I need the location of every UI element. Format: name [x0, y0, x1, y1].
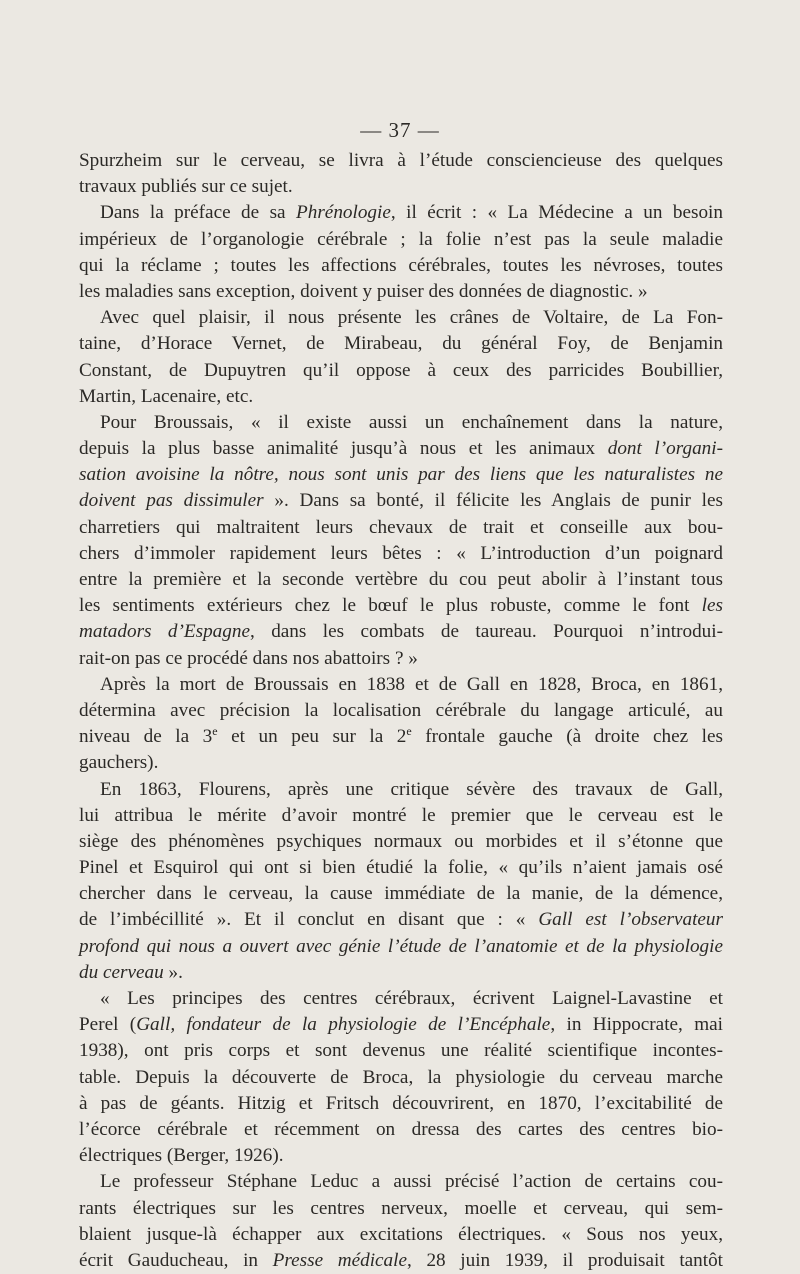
text-segment: Perel ( — [79, 1014, 137, 1036]
text-line — [79, 253, 723, 279]
text-segment: depuis la plus basse animalité jusqu’à nous et les animaux — [79, 438, 608, 460]
superscript: e — [212, 724, 218, 739]
text-segment: , il écrit : « La Médecine a un besoin — [390, 202, 723, 224]
text-line — [79, 410, 723, 436]
text-line — [79, 462, 723, 488]
superscript: e — [406, 724, 412, 739]
text-segment: gauchers). — [79, 752, 159, 774]
text-segment: Pour Broussais, « il existe aussi un enchaînement dans la nature, — [100, 411, 723, 433]
text-segment: table. Depuis la découverte de Broca, la physiologie du cerveau marche — [79, 1066, 723, 1088]
text-segment: Dans la préface de sa — [100, 202, 297, 224]
text-segment: impérieux de l’organologie cérébrale ; la folie n’est pas la seule maladie — [79, 228, 723, 250]
text-line — [79, 1169, 723, 1195]
italic-text: Gall est l’observateur — [538, 909, 723, 931]
text-segment: les sentiments extérieurs chez le bœuf le plus robuste, comme le font — [79, 595, 702, 617]
text-segment: Constant, de Dupuytren qu’il oppose à ceux des parricides Boubillier, — [79, 359, 723, 381]
text-line — [79, 1143, 723, 1169]
text-segment: Spurzheim sur le cerveau, se livra à l’étude consciencieuse des quelques — [79, 150, 723, 171]
text-segment: Martin, Lacenaire, etc. — [79, 385, 254, 407]
italic-text: Gall, fondateur de la physiologie de l’Encéphale — [136, 1014, 551, 1036]
text-line — [79, 200, 723, 226]
text-segment: et un peu sur la 2 — [217, 726, 407, 748]
text-segment: ». Dans sa bonté, il félicite les Anglais de punir les — [263, 490, 723, 512]
text-segment: écrit Gauducheau, in — [79, 1249, 273, 1271]
text-line — [79, 934, 723, 960]
text-line — [79, 488, 723, 514]
text-segment: qui la réclame ; toutes les affections cérébrales, toutes les névroses, toutes — [79, 254, 723, 276]
text-line — [79, 515, 723, 541]
text-segment: Avec quel plaisir, il nous présente les crânes de Voltaire, de La Fon- — [100, 307, 723, 329]
text-line — [79, 646, 723, 672]
text-line — [79, 279, 723, 305]
italic-text: doivent pas dissimuler — [79, 490, 264, 512]
text-segment: , dans les combats de taureau. Pourquoi n’introdui- — [249, 621, 723, 643]
text-line — [79, 829, 723, 855]
text-segment: taine, d’Horace Vernet, de Mirabeau, du général Foy, de Benjamin — [79, 333, 723, 355]
italic-text: matadors d’Espagne — [79, 621, 250, 643]
italic-text: les — [701, 595, 723, 617]
text-line — [79, 907, 723, 933]
text-segment: chers d’immoler rapidement leurs bêtes : « L’introduction d’un poignard — [79, 542, 723, 564]
text-line — [79, 1065, 723, 1091]
text-segment: détermina avec précision la localisation cérébrale du langage articulé, au — [79, 699, 723, 721]
page-number: — 37 — — [360, 118, 440, 142]
text-segment: de l’imbécillité ». Et il conclut en disant que : « — [79, 909, 539, 931]
text-segment: rait-on pas ce procédé dans nos abattoirs ? » — [79, 647, 418, 669]
italic-text: sation avoisine la nôtre, nous sont unis par des liens que les naturalistes ne — [79, 464, 723, 486]
text-line — [79, 672, 723, 698]
text-segment: , 28 juin 1939, il produisait tantôt — [407, 1249, 724, 1271]
text-segment: , in Hippocrate, mai — [550, 1014, 724, 1036]
text-line — [79, 384, 723, 410]
text-line — [79, 541, 723, 567]
text-line — [79, 698, 723, 724]
text-segment: les maladies sans exception, doivent y puiser des données de diagnostic. » — [79, 280, 648, 302]
text-line — [79, 803, 723, 829]
text-segment: chercher dans le cerveau, la cause immédiate de la manie, de la démence, — [79, 883, 723, 905]
text-line — [79, 567, 723, 593]
text-segment: « Les principes des centres cérébraux, écrivent Laignel-Lavastine et — [100, 988, 723, 1009]
text-line — [79, 1196, 723, 1222]
text-line — [79, 227, 723, 253]
text-segment: entre la première et la seconde vertèbre du cou peut abolir à l’instant tous — [79, 569, 723, 590]
italic-text: du cerveau — [79, 961, 164, 983]
text-line — [79, 148, 723, 174]
text-segment: l’écorce cérébrale et récemment on dressa des cartes des centres bio- — [79, 1118, 723, 1140]
text-line — [79, 305, 723, 331]
text-line — [79, 986, 723, 1012]
text-segment: rants électriques sur les centres nerveux, moelle et cerveau, qui sem- — [79, 1197, 723, 1219]
text-line — [79, 331, 723, 357]
text-line — [79, 1222, 723, 1248]
text-line — [79, 1012, 723, 1038]
text-line — [79, 1248, 723, 1274]
text-line — [79, 750, 723, 776]
text-line — [79, 960, 723, 986]
text-segment: à pas de géants. Hitzig et Fritsch découvrirent, en 1870, l’excitabilité de — [79, 1092, 723, 1114]
text-line — [79, 358, 723, 384]
text-segment: Après la mort de Broussais en 1838 et de Gall en 1828, Broca, en 1861, — [100, 673, 723, 695]
text-segment: charretiers qui maltraitent leurs chevaux de trait et conseille aux bou- — [79, 516, 723, 538]
text-segment: 1938), ont pris corps et sont devenus une réalité scientifique incontes- — [79, 1040, 723, 1062]
text-segment: frontale gauche (à droite chez les — [411, 726, 723, 748]
text-line — [79, 881, 723, 907]
text-segment: En 1863, Flourens, après une critique sévère des travaux de Gall, — [100, 778, 723, 800]
text-line — [79, 855, 723, 881]
text-segment: ». — [163, 961, 183, 983]
italic-text: dont l’organi- — [607, 438, 723, 460]
italic-text: Phrénologie — [296, 202, 391, 224]
text-line — [79, 619, 723, 645]
text-segment: électriques (Berger, 1926). — [79, 1145, 284, 1167]
italic-text: profond qui nous a ouvert avec génie l’étude de l’anatomie et de la physiologie — [79, 935, 723, 957]
text-line — [79, 593, 723, 619]
text-segment: Le professeur Stéphane Leduc a aussi précisé l’action de certains cou- — [100, 1171, 723, 1193]
text-segment: travaux publiés sur ce sujet. — [79, 176, 293, 198]
text-segment: blaient jusque-là échapper aux excitations électriques. « Sous nos yeux, — [79, 1223, 723, 1245]
text-line — [79, 174, 723, 200]
text-segment: lui attribua le mérite d’avoir montré le premier que le cerveau est le — [79, 804, 723, 826]
text-line — [79, 777, 723, 803]
text-line — [79, 1038, 723, 1064]
text-segment: niveau de la 3 — [79, 726, 213, 748]
body-text — [79, 148, 723, 1274]
text-line — [79, 436, 723, 462]
text-segment: siège des phénomènes psychiques normaux ou morbides et il s’étonne que — [79, 830, 723, 852]
text-line — [79, 724, 723, 750]
text-line — [79, 1091, 723, 1117]
italic-text: Presse médicale — [272, 1249, 408, 1271]
text-segment: Pinel et Esquirol qui ont si bien étudié la folie, « qu’ils n’aient jamais osé — [79, 857, 723, 879]
text-line — [79, 1117, 723, 1143]
